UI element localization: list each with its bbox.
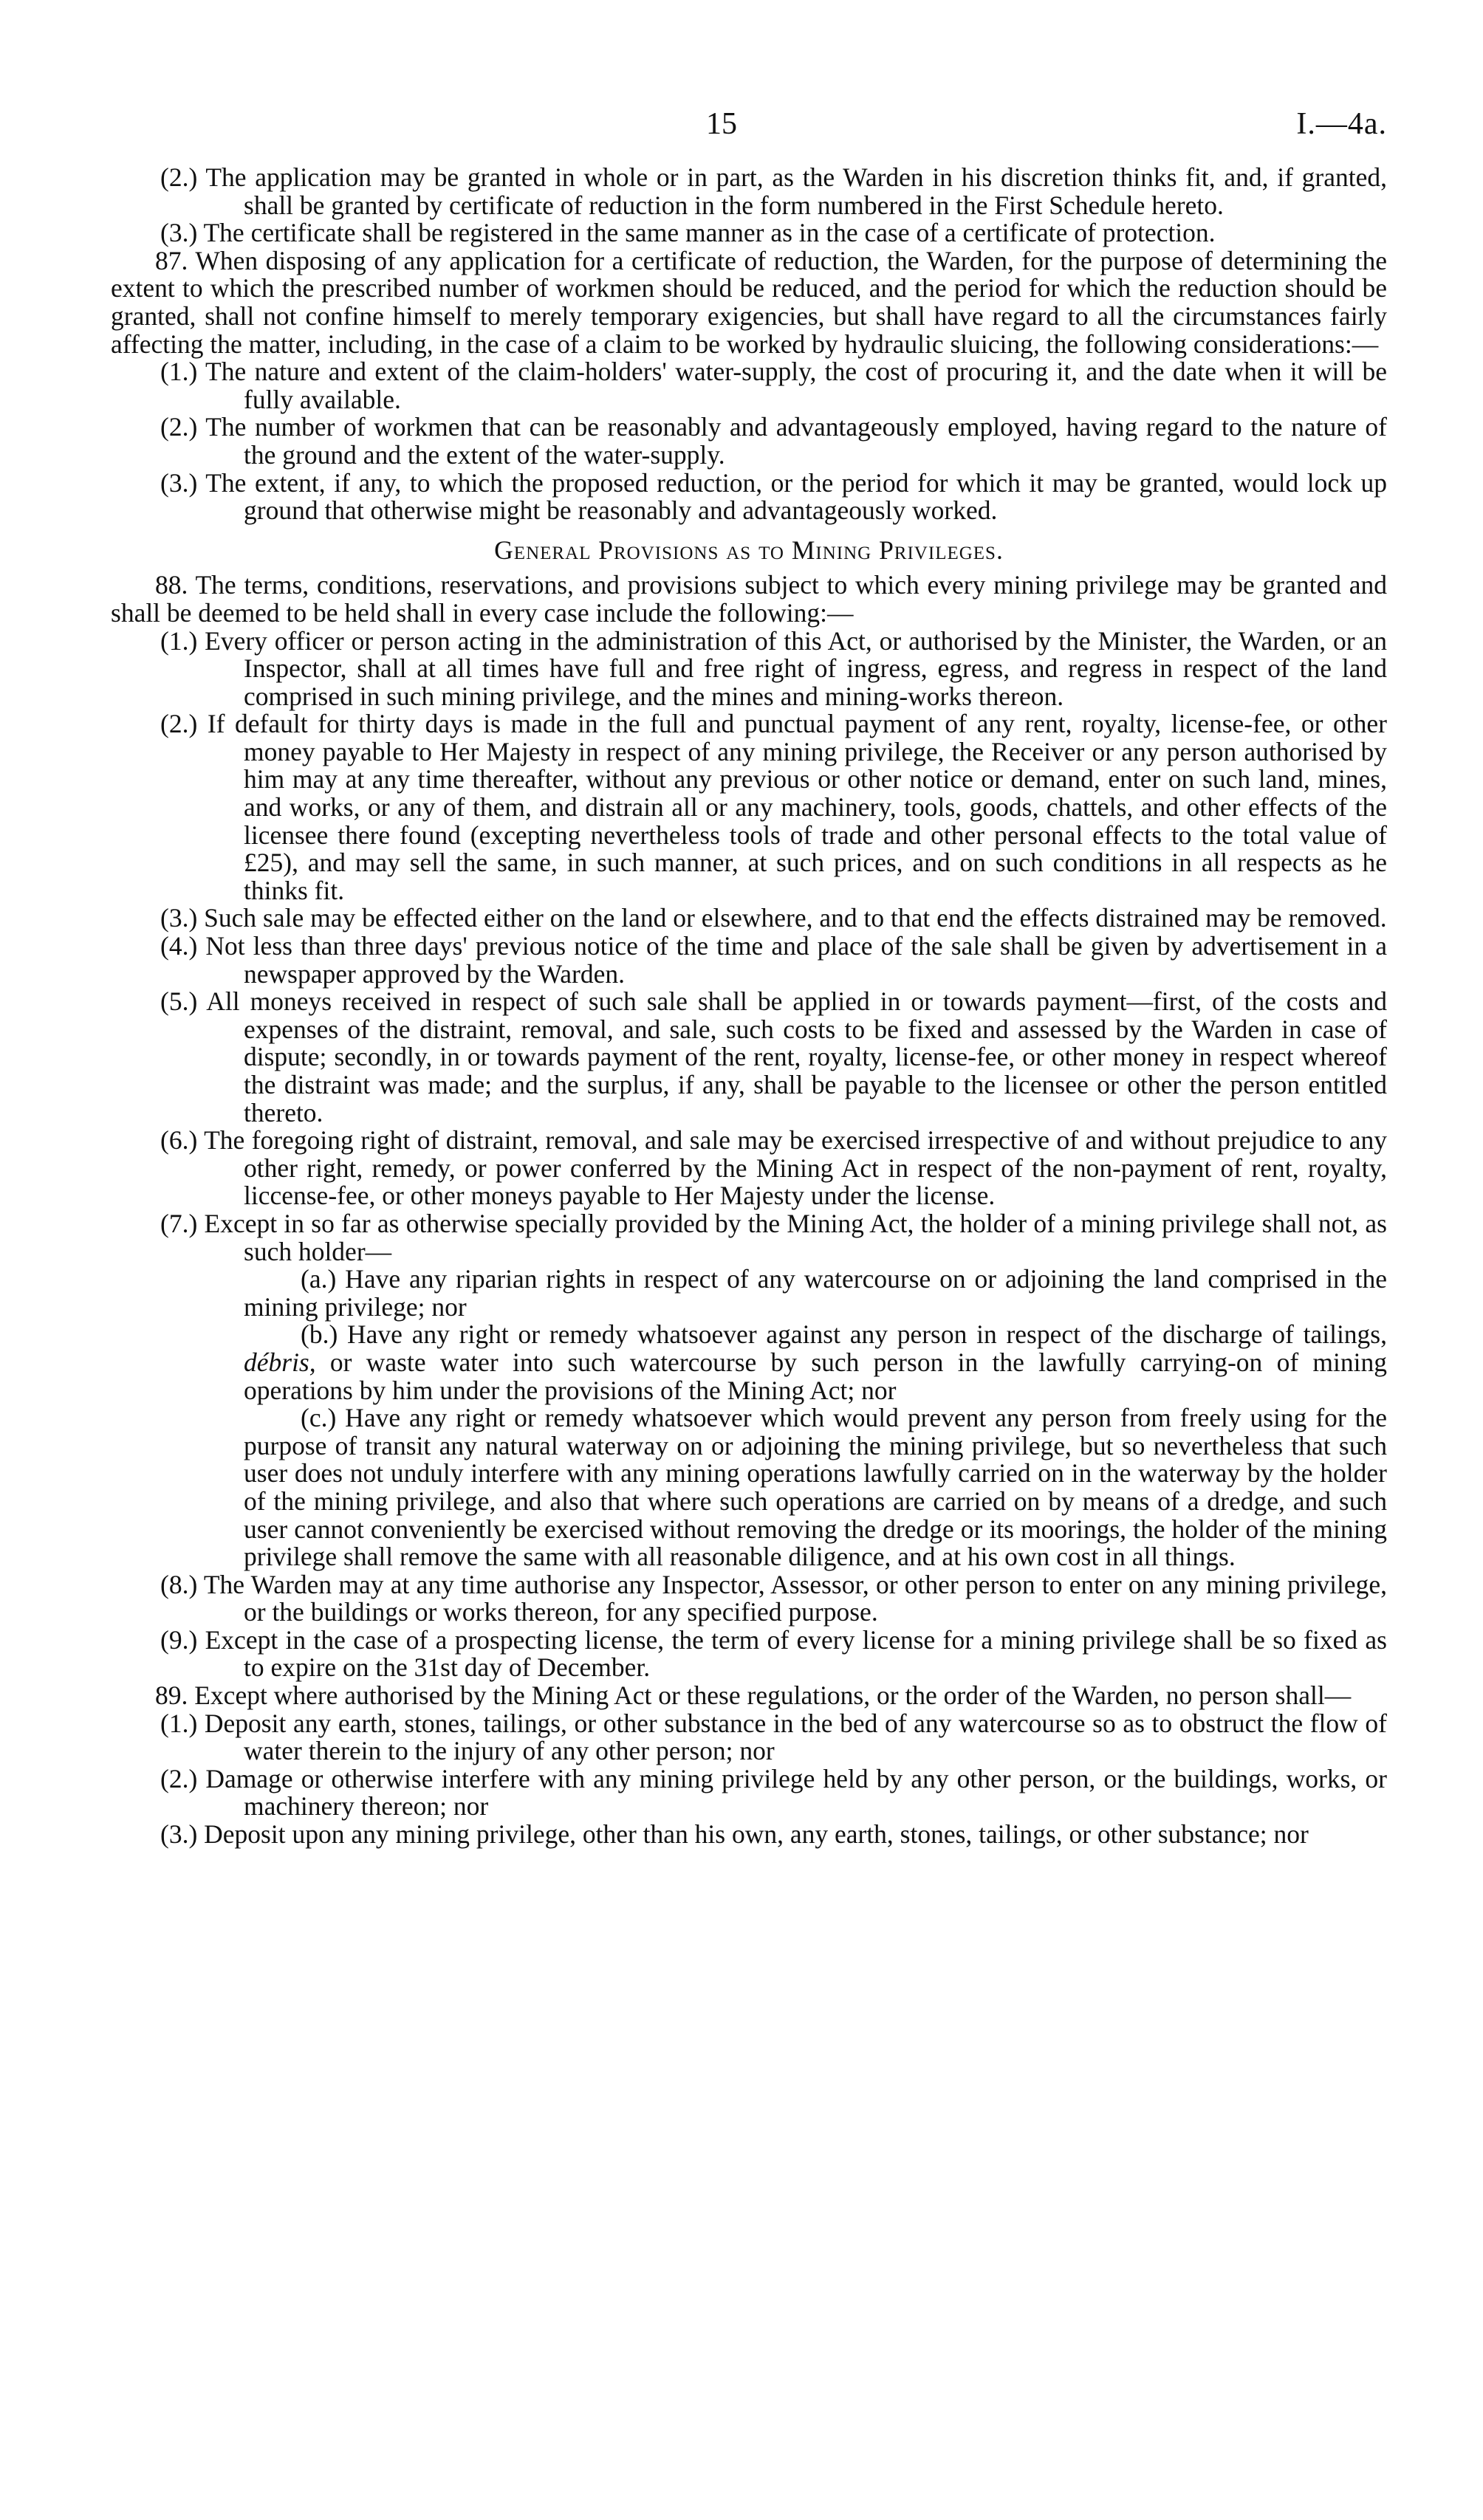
clause-88-3: (3.) Such sale may be effected either on the land or elsewhere, and to that end the effects distrained may be removed. (160, 903, 1387, 933)
clause-88-7-b-text-1: (b.) Have any right or remedy whatsoever against any person in respect of the discharge of tailings, (301, 1319, 1387, 1350)
clause-88-7-a: (a.) Have any riparian rights in respect of any watercourse on or adjoining the land comprised in the mining privilege; nor (244, 1264, 1387, 1322)
clause-88-1: (1.) Every officer or person acting in the administration of this Act, or authorised by the Minister, the Warden, or an Inspector, shall at all times have full and free right of ingress, egress, and regress in respect of the land comprised in such mining privilege, and the mines and mining-works thereon. (160, 625, 1387, 711)
clause-88-4: (4.) Not less than three days' previous notice of the time and place of the sale shall be given by advertisement in a newspaper approved by the Warden. (160, 931, 1387, 989)
clause-86-2: (2.) The application may be granted in whole or in part, as the Warden in his discretion thinks fit, and, if granted, shall be granted by certificate of reduction in the form numbered in the First Schedule hereto. (160, 162, 1387, 220)
clause-87-3: (3.) The extent, if any, to which the proposed reduction, or the period for which it may be granted, would lock up ground that otherwise might be reasonably and advantageously worked. (160, 467, 1387, 526)
clause-88-7-b-italic: débris, (244, 1347, 316, 1377)
section-87: 87. When disposing of any application for a certificate of reduction, the Warden, for the purpose of determining the extent to which the prescribed number of workmen should be reduced, and the period for which the reduction should be granted, shall not confine himself to merely temporary exigencies, but shall have regard to all the circumstances fairly affecting the matter, including, in the case of a claim to be worked by hydraulic sluicing, the following considerations:— (111, 245, 1387, 359)
clause-89-3: (3.) Deposit upon any mining privilege, other than his own, any earth, stones, tailings, or other substance; nor (160, 1819, 1309, 1850)
clause-88-5: (5.) All moneys received in respect of such sale shall be applied in or towards payment—first, of the costs and expenses of the distraint, removal, and sale, such costs to be fixed and assessed by the Warden in case of dispute; secondly, in or towards payment of the rent, royalty, license-fee, or other money in respect whereof the distraint was made; and the surplus, if any, shall be payable to the licensee or other the person entitled thereto. (160, 986, 1387, 1127)
clause-88-6: (6.) The foregoing right of distraint, removal, and sale may be exercised irrespective of and without prejudice to any other right, remedy, or power conferred by the Mining Act in respect of the non-payment of rent, royalty, liccense-fee, or other moneys payable to Her Majesty under the license. (160, 1125, 1387, 1211)
page-header (111, 107, 1387, 146)
clause-87-2: (2.) The number of workmen that can be reasonably and advantageously employed, having regard to the nature of the ground and the extent of the water-supply. (160, 412, 1387, 470)
clause-87-1: (1.) The nature and extent of the claim-holders' water-supply, the cost of procuring it, and the date when it will be fully available. (160, 357, 1387, 414)
section-88: 88. The terms, conditions, reservations, and provisions subject to which every mining privilege may be granted and shall be deemed to be held shall in every case include the following:— (111, 570, 1387, 628)
clause-88-7-b-text-2: or waste water into such watercourse by such person in the lawfully carrying-on of mining operations by him under the provisions of the Mining Act; nor (244, 1347, 1387, 1405)
clause-88-9: (9.) Except in the case of a prospecting license, the term of every license for a mining privilege shall be so fixed as to expire on the 31st day of December. (160, 1624, 1387, 1683)
section-89: 89. Except where authorised by the Mining Act or these regulations, or the order of the Warden, no person shall— (155, 1680, 1352, 1711)
clause-88-7-c: (c.) Have any right or remedy whatsoever which would prevent any person from freely using for the purpose of transit any natural waterway on or adjoining the mining privilege, but so nevertheless that such user does not unduly interfere with any mining operations lawfully carried on in the waterway by the holder of the mining privilege, and also that where such operations are carried on by means of a dredge, and such user cannot conveniently be exercised without removing the dredge or its moorings, the holder of the mining privilege shall remove the same with all reasonable diligence, and at his own cost in all things. (244, 1403, 1387, 1572)
clause-88-7: (7.) Except in so far as otherwise specially provided by the Mining Act, the holder of a mining privilege shall not, as such holder— (160, 1208, 1387, 1266)
clause-89-2: (2.) Damage or otherwise interfere with any mining privilege held by any other person, or the buildings, works, or machinery thereon; nor (160, 1763, 1387, 1822)
clause-88-2: (2.) If default for thirty days is made in the full and punctual payment of any rent, royalty, license-fee, or other money payable to Her Majesty in respect of any mining privilege, the Receiver or any person authorised by him may at any time thereafter, without any previous or other notice or demand, enter on such land, mines, and works, or any of them, and distrain all or any machinery, tools, goods, chattels, and other effects of the licensee there found (excepting nevertheless tools of trade and other personal effects to the total value of £25), and may sell the same, in such manner, at such prices, and on such conditions in all respects as he thinks fit. (160, 709, 1387, 905)
clause-88-7-b (111, 1321, 1387, 1404)
page-number: 15 (706, 107, 737, 141)
clause-86-3: (3.) The certificate shall be registered in the same manner as in the case of a certificate of protection. (160, 218, 1216, 248)
clause-89-1: (1.) Deposit any earth, stones, tailings, or other substance in the bed of any watercourse so as to obstruct the flow of water therein to the injury of any other person; nor (160, 1708, 1387, 1766)
clause-88-8: (8.) The Warden may at any time authorise any Inspector, Assessor, or other person to enter on any mining privilege, or the buildings or works thereon, for any specified purpose. (160, 1569, 1387, 1627)
document-reference: I.—4a. (1296, 107, 1387, 141)
section-heading: General Provisions as to Mining Privileges. (494, 535, 1004, 565)
